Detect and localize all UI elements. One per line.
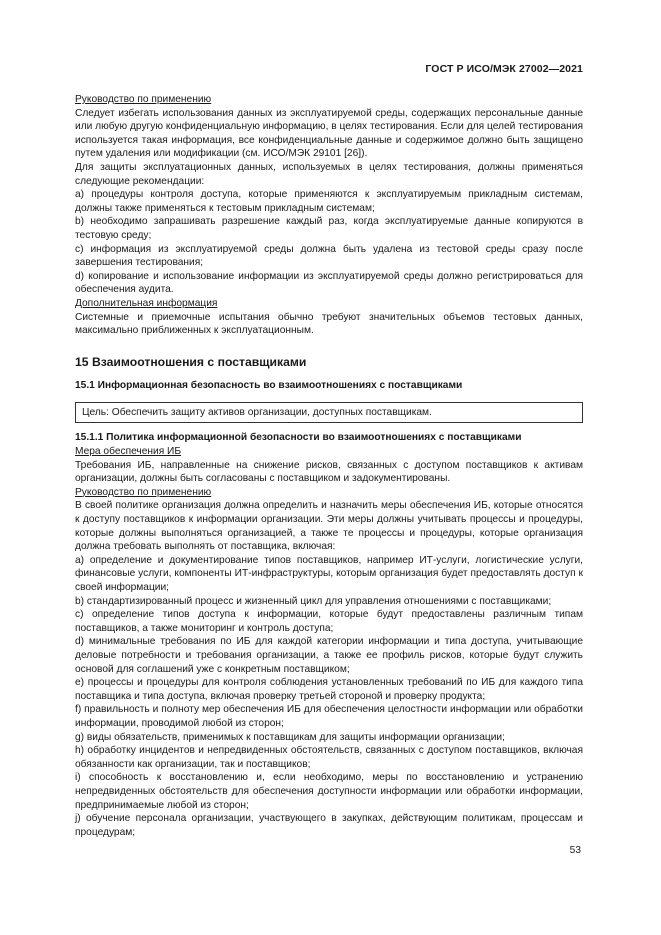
list-item: e) процессы и процедуры для контроля соблюдения установленных требований по ИБ для каждого типа поставщика и типа доступа, включая проверку третьей стороной и проверку продукта; xyxy=(75,677,583,702)
list-item: d) копирование и использование информации из эксплуатируемой среды должно регистрироваться для обеспечения аудита. xyxy=(75,270,583,296)
document-header: ГОСТ Р ИСО/МЭК 27002—2021 xyxy=(425,63,583,75)
goal-box: Цель: Обеспечить защиту активов организации, доступных поставщикам. xyxy=(75,402,583,424)
measure-paragraph: Требования ИБ, направленные на снижение рисков, связанных с доступом поставщиков к активам организации, должны быть согласованы с поставщиком и задокументированы. xyxy=(75,459,583,485)
guidance-paragraph: Для защиты эксплуатационных данных, используемых в целях тестирования, должны применяться следующие рекомендации: xyxy=(75,161,583,187)
guidance-paragraph xyxy=(75,107,583,161)
list-item: g) виды обязательств, применимых к поставщикам для защиты информации организации; xyxy=(75,731,505,743)
list-item: i) способность к восстановлению и, если необходимо, меры по восстановлению и устранению непредвиденных обстоятельств для обеспечения доступности информации или обработки информации, предпринимаемые любой из сторон; xyxy=(75,772,583,811)
section-15-1-1-title: 15.1.1 Политика информационной безопасности во взаимоотношениях с поставщиками xyxy=(75,432,522,444)
list-item: a) определение и документирование типов поставщиков, например ИТ-услуги, логистические услуги, финансовые услуги, компоненты ИТ-инфраструктуры, которым организация будет предоставлять доступ к своей информации; xyxy=(75,554,583,593)
guidance-heading: Руководство по применению xyxy=(75,94,212,105)
list-item: c) определение типов доступа к информации, которые будут предоставлены различным типам поставщиков, а также мониторинг и контроль доступа; xyxy=(75,609,583,634)
list-item: f) правильность и полноту мер обеспечения ИБ для обеспечения целостности информации или обработки информации, проводимой любой из сторон; xyxy=(75,704,583,729)
measure-heading: Мера обеспечения ИБ xyxy=(75,446,182,458)
list-item: h) обработку инцидентов и непредвиденных обстоятельств, связанных с доступом поставщиков, включая обязанности как организации, так и поставщиков; xyxy=(75,745,583,770)
page-number: 53 xyxy=(569,845,581,856)
list-item: b) необходимо запрашивать разрешение каждый раз, когда эксплуатируемые данные копируются в тестовую среду; xyxy=(75,216,583,241)
additional-info-heading: Дополнительная информация xyxy=(75,297,218,309)
section-15-title: 15 Взаимоотношения с поставщиками xyxy=(75,354,307,369)
list-item: a) процедуры контроля доступа, которые применяются к эксплуатируемым прикладным системам, должны также применяться к тестовым прикладным системам; xyxy=(75,189,583,214)
page-content xyxy=(75,93,583,839)
list-item: d) минимальные требования по ИБ для каждой категории информации и типа доступа, учитывающие деловые потребности и требования организации, а также ее профиль рисков, которые будут служить основой для соглашений уже с конкретным поставщиком; xyxy=(75,636,583,675)
list-item: j) обучение персонала организации, участвующего в закупках, действующим политикам, процессам и процедурам; xyxy=(75,813,583,838)
guidance-heading-2: Руководство по применению xyxy=(75,486,212,498)
list-item: c) информация из эксплуатируемой среды должна быть удалена из тестовой среды сразу после завершения тестирования; xyxy=(75,243,583,269)
additional-info-paragraph: Системные и приемочные испытания обычно требуют значительных объемов тестовых данных, максимально приближенных к эксплуатационным. xyxy=(75,311,583,337)
guidance-paragraph-text: Следует избегать использования данных из эксплуатируемой среды, содержащих персональные данные или любую другую конфиденциальную информацию, в целях тестирования. Если для целей тестирования используется такая информация, все конфиденциальные данные и содержимое должно быть защищено путем удаления или модификации (см. ИСО/МЭК 29101 [26]). xyxy=(75,107,583,160)
list-item: b) стандартизированный процесс и жизненный цикл для управления отношениями с поставщиками; xyxy=(75,595,552,607)
guidance-paragraph-2: В своей политике организация должна определить и назначить меры обеспечения ИБ, которые относятся к доступу поставщиков к информации организации. Эти меры должны учитывать процессы и процедуры, которые должны выполняться организацией, а также те процессы и процедуры, которые организация должна требовать выполнять от поставщика, включая: xyxy=(75,500,583,553)
section-15-1-title: 15.1 Информационная безопасность во взаимоотношениях с поставщиками xyxy=(75,380,463,392)
